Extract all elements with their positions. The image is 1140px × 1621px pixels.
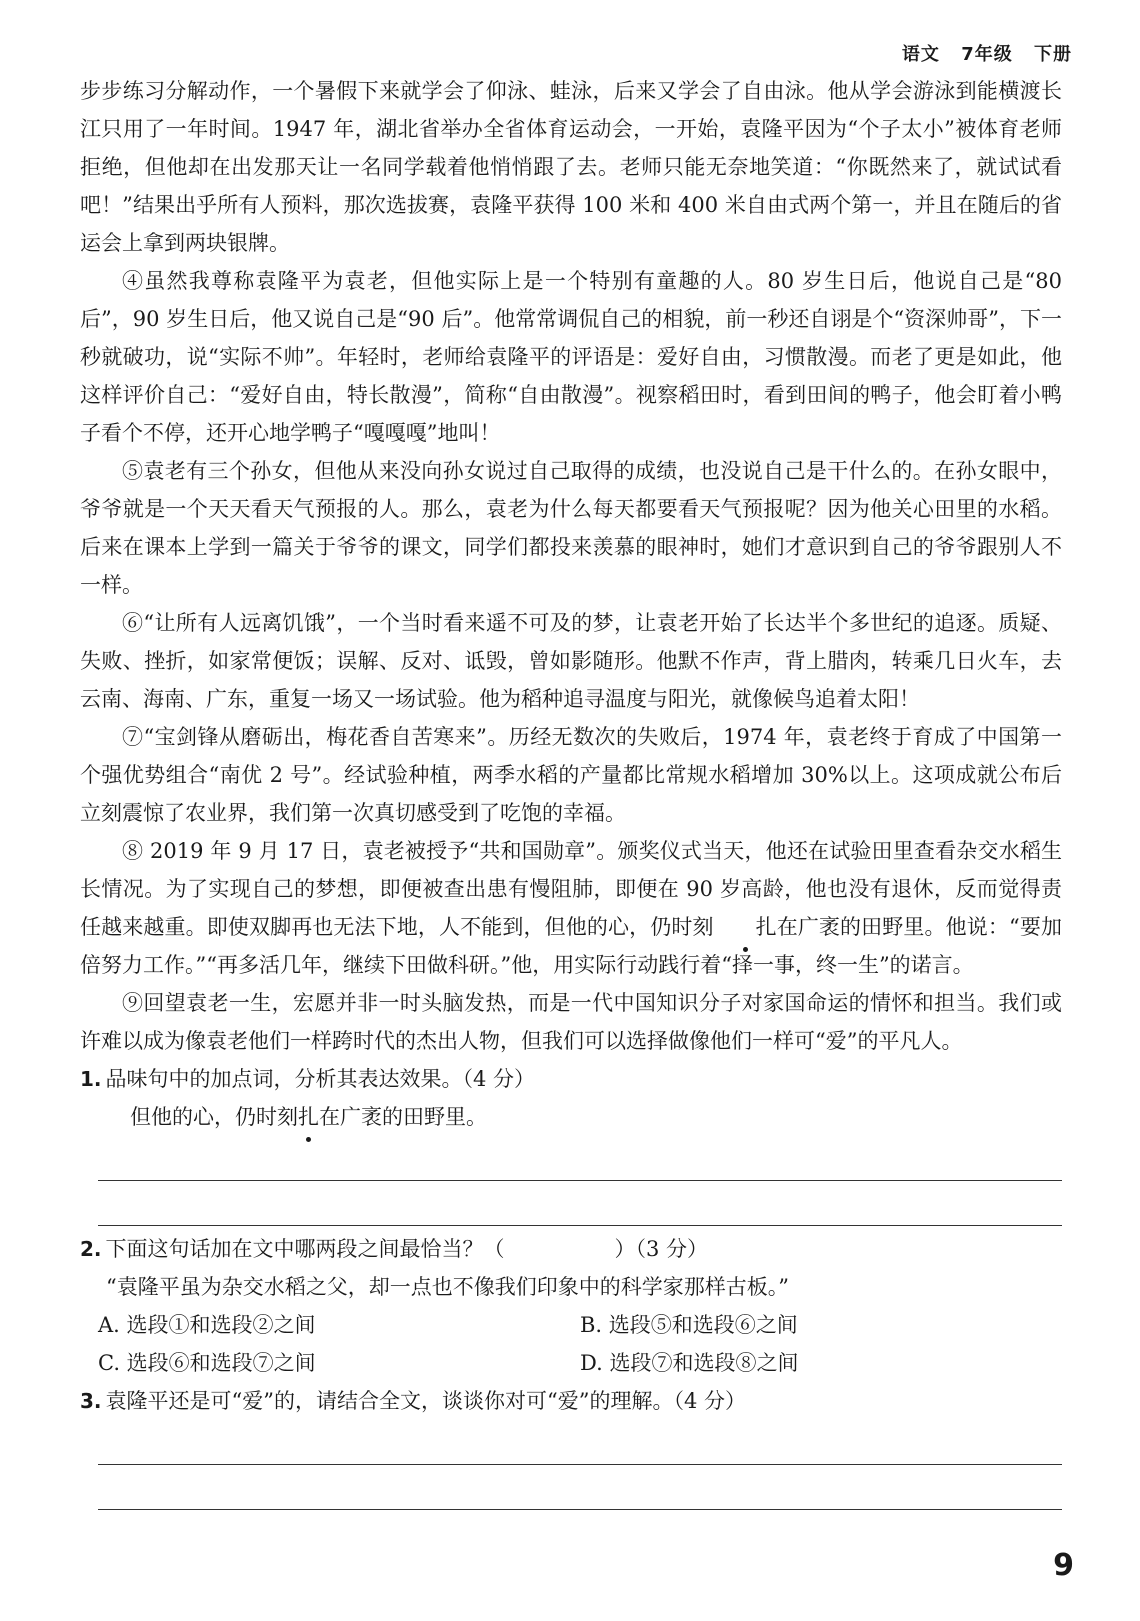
- question-1-quote: [80, 1098, 1062, 1136]
- paragraph-4: ④虽然我尊称袁隆平为袁老，但他实际上是一个特别有童趣的人。80 岁生日后，他说自己是“80 后”，90 岁生日后，他又说自己是“90 后”。他常常调侃自己的相貌，前一秒还自诩是个“资深帅哥”，下一秒就破功，说“实际不帅”。年轻时，老师给袁隆平的评语是：爱好自由，习惯散漫。而老了更是如此，他这样评价自己：“爱好自由，特长散漫”，简称“自由散漫”。视察稻田时，看到田间的鸭子，他会盯着小鸭子看个不停，还开心地学鸭子“嘎嘎嘎”地叫！: [80, 269, 1062, 445]
- question-3: [80, 1382, 1062, 1420]
- emphasis-dot-word: 扎: [714, 908, 777, 946]
- option-a[interactable]: A. 选段①和选段②之间: [98, 1313, 316, 1337]
- header-grade: 7年级: [961, 44, 1013, 65]
- paragraph-9: ⑨回望袁老一生，宏愿并非一时头脑发热，而是一代中国知识分子对家国命运的情怀和担当。我们或许难以成为像袁老他们一样跨时代的杰出人物，但我们可以选择做像他们一样可“爱”的平凡人。: [80, 991, 1062, 1053]
- question-1-text: 品味句中的加点词，分析其表达效果。（4 分）: [105, 1067, 536, 1091]
- header-subject: 语文: [901, 44, 940, 65]
- answer-line-3b[interactable]: [98, 1465, 1062, 1510]
- header-volume: 下册: [1034, 44, 1072, 65]
- page-header: [888, 40, 1072, 66]
- quote-text-after: 在广袤的田野里。: [319, 1105, 487, 1129]
- question-2-quote: “袁隆平虽为杂交水稻之父，却一点也不像我们印象中的科学家那样古板。”: [106, 1275, 789, 1299]
- answer-line-1b[interactable]: [98, 1181, 1062, 1226]
- paragraph-8-text-after: 在广袤的田野里。他说：“要加倍努力工作。”“再多活几年，继续下田做科研。”他，用实际行动践行着“择一事，终一生”的诺言。: [80, 915, 1062, 977]
- question-2: [80, 1230, 1062, 1268]
- option-c[interactable]: C. 选段⑥和选段⑦之间: [98, 1351, 316, 1375]
- question-3-number: 3.: [80, 1389, 102, 1413]
- option-b[interactable]: B. 选段⑤和选段⑥之间: [580, 1313, 798, 1337]
- article-body: [80, 72, 1062, 1510]
- question-2-text-after: ）（3 分）: [614, 1237, 709, 1261]
- quote-text-before: 但他的心，仍时刻: [130, 1105, 298, 1129]
- question-1-number: 1.: [80, 1067, 102, 1091]
- question-3-text: 袁隆平还是可“爱”的，请结合全文，谈谈你对可“爱”的理解。（4 分）: [105, 1389, 746, 1413]
- answer-line-3a[interactable]: [98, 1420, 1062, 1465]
- emphasis-dot-word: 扎: [298, 1098, 319, 1136]
- question-1: [80, 1060, 1062, 1098]
- paragraph-6: ⑥“让所有人远离饥饿”，一个当时看来遥不可及的梦，让袁老开始了长达半个多世纪的追逐。质疑、失败、挫折，如家常便饭；误解、反对、诋毁，曾如影随形。他默不作声，背上腊肉，转乘几日火车，去云南、海南、广东，重复一场又一场试验。他为稻种追寻温度与阳光，就像候鸟追着太阳！: [80, 611, 1062, 711]
- question-2-options: [80, 1306, 1062, 1382]
- question-2-number: 2.: [80, 1237, 102, 1261]
- paragraph-5: ⑤袁老有三个孙女，但他从来没向孙女说过自己取得的成绩，也没说自己是干什么的。在孙女眼中，爷爷就是一个天天看天气预报的人。那么，袁老为什么每天都要看天气预报呢？因为他关心田里的水稻。后来在课本上学到一篇关于爷爷的课文，同学们都投来羡慕的眼神时，她们才意识到自己的爷爷跟别人不一样。: [80, 459, 1062, 597]
- paragraph-8-text-before: ⑧ 2019 年 9 月 17 日，袁老被授予“共和国勋章”。颁奖仪式当天，他还在试验田里查看杂交水稻生长情况。为了实现自己的梦想，即便被查出患有慢阻肺，即便在 90 岁高龄，他也没有退休，反而觉得责任越来越重。即使双脚再也无法下地，人不能到，但他的心，仍时刻: [80, 839, 1062, 939]
- question-2-text-before: 下面这句话加在文中哪两段之间最恰当？（: [105, 1237, 505, 1261]
- paragraph-continued: 步步练习分解动作，一个暑假下来就学会了仰泳、蛙泳，后来又学会了自由泳。他从学会游泳到能横渡长江只用了一年时间。1947 年，湖北省举办全省体育运动会，一开始，袁隆平因为“个子太小”被体育老师拒绝，但他却在出发那天让一名同学载着他悄悄跟了去。老师只能无奈地笑道：“你既然来了，就试试看吧！”结果出乎所有人预料，那次选拔赛，袁隆平获得 100 米和 400 米自由式两个第一，并且在随后的省运会上拿到两块银牌。: [80, 79, 1062, 255]
- answer-line-1a[interactable]: [98, 1136, 1062, 1181]
- paragraph-7: ⑦“宝剑锋从磨砺出，梅花香自苦寒来”。历经无数次的失败后，1974 年，袁老终于育成了中国第一个强优势组合“南优 2 号”。经试验种植，两季水稻的产量都比常规水稻增加 30%以上。这项成就公布后立刻震惊了农业界，我们第一次真切感受到了吃饱的幸福。: [80, 725, 1062, 825]
- page-number: 9: [1053, 1548, 1074, 1583]
- option-d[interactable]: D. 选段⑦和选段⑧之间: [580, 1351, 799, 1375]
- paragraph-8: [80, 832, 1062, 984]
